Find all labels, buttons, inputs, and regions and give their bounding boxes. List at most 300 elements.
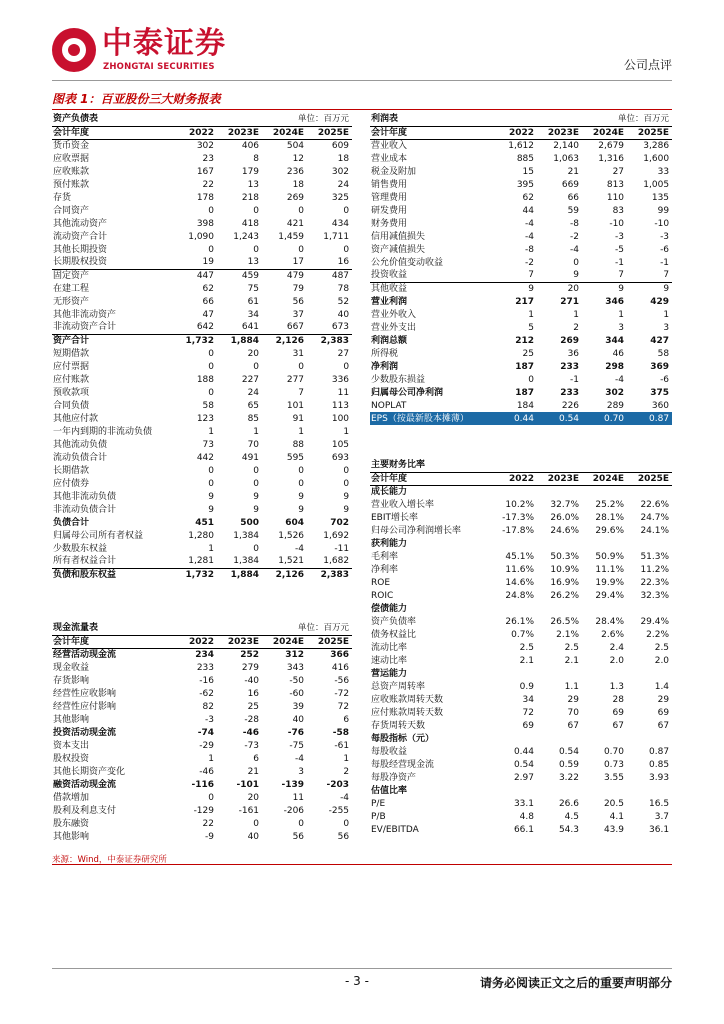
cell-value: 236	[286, 166, 305, 177]
cell-value: 105	[331, 439, 350, 450]
cell-value: 0	[208, 205, 214, 216]
cell-value: 52	[337, 296, 350, 307]
cell-value: 62	[522, 192, 534, 203]
table-row	[52, 373, 352, 386]
row-label: 财务费用	[371, 218, 408, 229]
cell-value: 33	[657, 166, 670, 177]
cell-value: 66.1	[513, 824, 534, 835]
table-row	[370, 732, 672, 745]
table-row	[52, 165, 352, 178]
row-label: ROE	[371, 577, 391, 588]
cell-value: -4	[615, 374, 625, 385]
cell-value: 40	[292, 714, 305, 725]
table-row	[52, 516, 352, 529]
row-label: NOPLAT	[371, 400, 407, 411]
cell-value: 69	[612, 707, 624, 718]
cell-value: 813	[606, 179, 625, 190]
cell-value: 66	[567, 192, 580, 203]
row-label: EPS（按最新股本摊薄）	[370, 412, 492, 425]
cell-value: 0	[343, 478, 350, 489]
cell-value	[582, 667, 627, 680]
row-label: 投资收益	[371, 270, 408, 281]
table-row	[52, 503, 352, 516]
cell-value: -3	[205, 714, 214, 725]
cell-value: 1,384	[233, 556, 260, 567]
cell-value: 26.2%	[550, 590, 579, 601]
cell-value: 34	[247, 309, 260, 320]
cell-value: 217	[515, 296, 534, 307]
cell-value: 885	[516, 153, 534, 164]
column-header: 2024E	[582, 472, 627, 485]
cell-value: 45.1%	[505, 551, 534, 562]
row-label: 营业利润	[371, 296, 408, 307]
cell-value: 11.2%	[640, 564, 670, 575]
cell-value: 24	[337, 179, 350, 190]
cell-value	[582, 602, 627, 615]
cell-value: 0	[343, 361, 350, 372]
cell-value: 10.2%	[505, 499, 534, 510]
cell-value: 16.9%	[550, 577, 579, 588]
cell-value: 693	[331, 452, 350, 463]
table-row	[370, 524, 672, 537]
cell-value: 59	[567, 205, 580, 216]
table-row	[370, 745, 672, 758]
cell-value: 20	[247, 348, 260, 359]
cell-value: 1,281	[188, 556, 214, 567]
doc-type-label: 公司点评	[623, 58, 672, 72]
cell-value: 135	[651, 192, 670, 203]
cell-value: 34	[522, 694, 534, 705]
column-header: 2023E	[217, 635, 262, 648]
cell-value: 0	[528, 374, 534, 385]
cell-value: 1	[208, 543, 214, 554]
column-header-row	[52, 126, 352, 139]
cell-value: 2.1%	[556, 629, 579, 640]
cell-value: 12	[292, 153, 305, 164]
row-label: 净利润	[371, 361, 399, 372]
table-row	[370, 295, 672, 308]
row-label: 股东融资	[53, 818, 90, 829]
cell-value: 0.85	[649, 759, 670, 770]
cell-value: 65	[247, 400, 260, 411]
table-row	[52, 661, 352, 674]
table-row	[52, 778, 352, 791]
cell-value	[582, 485, 627, 498]
column-header: 会计年度	[370, 472, 492, 485]
cell-value	[627, 784, 672, 797]
row-label: 存货影响	[53, 675, 90, 686]
column-header-row	[370, 126, 672, 139]
row-label: 速动比率	[371, 655, 408, 666]
cell-value: 0	[298, 818, 305, 829]
cell-value: 24.1%	[640, 525, 670, 536]
cell-value: 346	[605, 296, 625, 307]
cell-value: -9	[205, 831, 214, 842]
row-label: 长期股权投资	[53, 257, 108, 268]
cell-value: -2	[570, 231, 580, 242]
cell-value: 0	[253, 205, 260, 216]
cell-value: 0	[298, 465, 305, 476]
cell-value: -4	[570, 244, 580, 255]
row-label: 债务权益比	[371, 629, 417, 640]
cell-value: 72	[337, 701, 350, 712]
cell-value: 302	[605, 387, 625, 398]
cell-value: 1,884	[217, 568, 262, 581]
cell-value: 1,090	[188, 231, 214, 242]
cell-value: 0.9	[519, 681, 534, 692]
table-row	[370, 823, 672, 836]
cell-value: -61	[334, 740, 350, 751]
cell-value: 40	[247, 831, 260, 842]
cell-value: 26.6	[558, 798, 579, 809]
table-row	[52, 438, 352, 451]
row-label: 所有者权益合计	[53, 556, 117, 567]
cell-value: 1,063	[553, 153, 580, 164]
cell-value: 6	[253, 753, 260, 764]
cell-value	[492, 732, 537, 745]
table-row	[52, 687, 352, 700]
row-label: 固定资产	[52, 269, 172, 282]
column-header: 2024E	[262, 635, 307, 648]
cell-value: 0.73	[603, 759, 624, 770]
cell-value: -73	[244, 740, 260, 751]
cell-value: 14.6%	[505, 577, 534, 588]
cell-value: 39	[292, 701, 305, 712]
table-row	[370, 628, 672, 641]
cell-value: 595	[286, 452, 305, 463]
cell-value: 0	[298, 244, 305, 255]
cell-value: -28	[244, 714, 260, 725]
row-label: 应付债券	[53, 478, 90, 489]
cell-value: 1,884	[217, 334, 262, 347]
cell-value: -116	[191, 779, 214, 790]
cell-value: 69	[657, 707, 670, 718]
cell-value: 0.70	[603, 746, 624, 757]
table-row	[52, 308, 352, 321]
table-row	[52, 451, 352, 464]
cell-value: -62	[199, 688, 214, 699]
table-row	[370, 602, 672, 615]
cell-value: 1,692	[323, 530, 350, 541]
cell-value: 9	[492, 282, 537, 295]
table-row	[52, 568, 352, 581]
row-label: 应收账款周转天数	[371, 694, 444, 705]
cell-value: 11	[292, 792, 305, 803]
cell-value: 36	[567, 348, 580, 359]
table-bottom-divider	[52, 864, 672, 865]
cell-value: 11.1%	[595, 564, 624, 575]
row-label: ROIC	[371, 590, 394, 601]
cell-value: 0	[208, 792, 214, 803]
cell-value: 46	[612, 348, 625, 359]
cell-value: 226	[561, 400, 580, 411]
page-number: - 3 -	[345, 974, 369, 988]
cell-value: 0.7%	[511, 629, 534, 640]
cell-value: 395	[516, 179, 534, 190]
table-row	[52, 529, 352, 542]
row-label: 每股指标（元）	[371, 733, 435, 744]
row-label: 每股经营现金流	[371, 759, 435, 770]
cell-value: 10.9%	[550, 564, 579, 575]
cell-value: 2.6%	[601, 629, 624, 640]
cell-value: 427	[650, 335, 670, 346]
table-row	[52, 752, 352, 765]
cell-value: 22.6%	[640, 499, 670, 510]
cell-value: 75	[247, 283, 260, 294]
cell-value: 609	[331, 140, 350, 151]
cell-value: 451	[195, 517, 214, 528]
column-header: 2022	[492, 126, 537, 139]
table-row	[52, 243, 352, 256]
table-row	[370, 576, 672, 589]
table-row	[370, 485, 672, 498]
cell-value	[627, 732, 672, 745]
cell-value: 459	[217, 269, 262, 282]
cell-value: -4	[340, 792, 350, 803]
column-header-row	[370, 472, 672, 485]
table-row	[370, 399, 672, 412]
row-label: 少数股东损益	[371, 374, 426, 385]
cell-value: 2,383	[307, 568, 352, 581]
cell-value: 212	[515, 335, 534, 346]
cell-value	[537, 485, 582, 498]
cell-value: 51.3%	[640, 551, 670, 562]
row-label: 流动比率	[371, 642, 408, 653]
table-row	[370, 498, 672, 511]
cell-value: 11.6%	[505, 564, 534, 575]
cell-value: 32.7%	[550, 499, 579, 510]
row-label: 负债合计	[53, 517, 90, 528]
table-row	[52, 412, 352, 425]
cell-value: 187	[515, 387, 534, 398]
table-row	[52, 282, 352, 295]
table-row	[52, 739, 352, 752]
cell-value: 0	[343, 465, 350, 476]
cell-value: 113	[331, 400, 350, 411]
cell-value: 9	[343, 491, 350, 502]
cell-value: 9	[208, 504, 214, 515]
cell-value: 641	[241, 322, 260, 333]
cell-value: 500	[240, 517, 260, 528]
row-label: 非流动资产合计	[53, 322, 117, 333]
cell-value: 18	[337, 153, 350, 164]
cell-value: 0	[253, 361, 260, 372]
table-row	[370, 217, 672, 230]
cell-value: 91	[292, 413, 305, 424]
row-label: 应收票据	[53, 153, 90, 164]
cell-value: -3	[615, 231, 625, 242]
cell-value: 16.5	[649, 798, 670, 809]
row-label: 每股净资产	[371, 772, 417, 783]
row-label: 资本支出	[53, 740, 90, 751]
cell-value: 360	[651, 400, 670, 411]
cell-value: 21	[567, 166, 580, 177]
cell-value: 0	[253, 478, 260, 489]
row-label: 预收款项	[53, 387, 90, 398]
table-row	[370, 615, 672, 628]
cell-value: -60	[289, 688, 305, 699]
row-label: 一年内到期的非流动负债	[53, 426, 153, 437]
page-header	[0, 0, 724, 90]
cell-value: 1,732	[172, 334, 217, 347]
row-label: 资产负债率	[371, 616, 417, 627]
column-header: 2024E	[262, 126, 307, 139]
cell-value: 9	[298, 491, 305, 502]
cell-value: 1	[208, 753, 214, 764]
cell-value: 2,126	[262, 334, 307, 347]
cell-value: 3,286	[643, 140, 670, 151]
row-label: 股利及利息支付	[53, 805, 117, 816]
cell-value: -1	[570, 374, 580, 385]
cell-value: 188	[196, 374, 214, 385]
cell-value: 1	[528, 309, 534, 320]
row-label: 存货	[53, 192, 72, 203]
cell-value: 2.4	[609, 642, 624, 653]
cell-value: 479	[262, 269, 307, 282]
column-header: 2022	[172, 635, 217, 648]
cell-value: 2,383	[307, 334, 352, 347]
cell-value: 1,526	[278, 530, 305, 541]
row-label: 归属母公司净利润	[371, 387, 444, 398]
cell-value	[492, 537, 537, 550]
row-label: 流动负债合计	[53, 452, 108, 463]
cell-value: 43.9	[603, 824, 624, 835]
cell-value: 5	[528, 322, 534, 333]
cell-value: 9	[253, 504, 260, 515]
cell-value: 1	[663, 309, 670, 320]
cell-value: 0	[573, 257, 580, 268]
cell-value: 0	[208, 361, 214, 372]
cell-value: 2.2%	[646, 629, 670, 640]
cell-value	[537, 732, 582, 745]
cell-value: 3.7	[654, 811, 670, 822]
table-row	[52, 256, 352, 269]
source-note: 来源：Wind，中泰证券研究所	[52, 855, 167, 865]
cell-value: -6	[660, 374, 670, 385]
row-label: 短期借款	[53, 348, 90, 359]
cell-value: -74	[197, 727, 214, 738]
cell-value: 487	[307, 269, 352, 282]
table-row	[370, 191, 672, 204]
cell-value: 56	[337, 831, 350, 842]
row-label: 其他影响	[53, 714, 90, 725]
cell-value: 7	[298, 387, 305, 398]
table-row	[52, 269, 352, 282]
cell-value: 1,600	[643, 153, 670, 164]
table-row	[52, 477, 352, 490]
cell-value: 25.2%	[595, 499, 624, 510]
cell-value: -4	[525, 231, 534, 242]
table-row	[370, 412, 672, 425]
row-label: 负债和股东权益	[52, 568, 172, 581]
row-label: EBIT增长率	[371, 512, 419, 523]
cell-value: 1,612	[508, 140, 534, 151]
table-row	[370, 693, 672, 706]
cell-value: 2,140	[553, 140, 580, 151]
cell-value: 0.44	[492, 412, 537, 425]
table-row	[52, 700, 352, 713]
cell-value: 271	[560, 296, 580, 307]
cell-value: 0	[253, 543, 260, 554]
table-row	[370, 654, 672, 667]
cell-value: 18	[292, 179, 305, 190]
row-label: 归母公司净利润增长率	[371, 525, 462, 536]
cell-value: 29.6%	[595, 525, 624, 536]
logo-text-en: ZHONGTAI SECURITIES	[103, 62, 215, 72]
cell-value: 9	[573, 270, 580, 281]
table-row	[52, 648, 352, 661]
row-label: 货币资金	[53, 140, 90, 151]
cell-value: 29.4%	[640, 616, 670, 627]
cell-value: 27	[612, 166, 625, 177]
figure-divider	[52, 109, 672, 110]
table-row	[52, 425, 352, 438]
cell-value: 1,005	[643, 179, 670, 190]
cell-value: 83	[612, 205, 625, 216]
cell-value: 442	[196, 452, 214, 463]
row-label: 成长能力	[371, 486, 408, 497]
row-label: 非流动负债合计	[53, 504, 117, 515]
row-label: 长期借款	[53, 465, 90, 476]
row-label: 在建工程	[53, 283, 90, 294]
row-label: 营业收入增长率	[371, 499, 435, 510]
table-row	[52, 399, 352, 412]
row-label: 应收账款	[53, 166, 90, 177]
row-label: 利润总额	[371, 335, 408, 346]
footer-divider	[52, 968, 672, 969]
row-label: 其他影响	[53, 831, 90, 842]
cell-value: 429	[650, 296, 670, 307]
cell-value: 70	[247, 439, 260, 450]
cell-value: 667	[286, 322, 305, 333]
cell-value: 9	[582, 282, 627, 295]
cell-value: 17	[292, 257, 305, 268]
cell-value: 0	[208, 387, 214, 398]
figure-title: 图表 1：百亚股份三大财务报表	[52, 92, 221, 106]
table-row	[370, 139, 672, 152]
table-row	[52, 726, 352, 739]
table-row	[52, 347, 352, 360]
cell-value: 418	[241, 218, 260, 229]
table-title: 主要财务比率	[370, 459, 672, 472]
row-label: 其他收益	[370, 282, 492, 295]
table-row	[370, 243, 672, 256]
cell-value: 1.4	[654, 681, 670, 692]
row-label: P/B	[371, 811, 386, 822]
table-row	[52, 217, 352, 230]
cell-value: 406	[241, 140, 260, 151]
cell-value: 24	[247, 387, 260, 398]
cell-value: 54.3	[558, 824, 579, 835]
cell-value: 7	[618, 270, 625, 281]
cell-value: 67	[612, 720, 624, 731]
cell-value: 61	[247, 296, 260, 307]
row-label: 应付账款	[53, 374, 90, 385]
table-row	[370, 641, 672, 654]
cell-value	[582, 784, 627, 797]
cell-value: 233	[560, 387, 580, 398]
table-row	[370, 269, 672, 282]
cell-value: 8	[253, 153, 260, 164]
cell-value: 336	[331, 374, 350, 385]
table-row	[370, 563, 672, 576]
table-row	[52, 230, 352, 243]
cell-value: 2	[343, 766, 350, 777]
cell-value: 44	[522, 205, 534, 216]
cell-value: 0	[253, 465, 260, 476]
table-row	[370, 537, 672, 550]
row-label: 研发费用	[371, 205, 408, 216]
